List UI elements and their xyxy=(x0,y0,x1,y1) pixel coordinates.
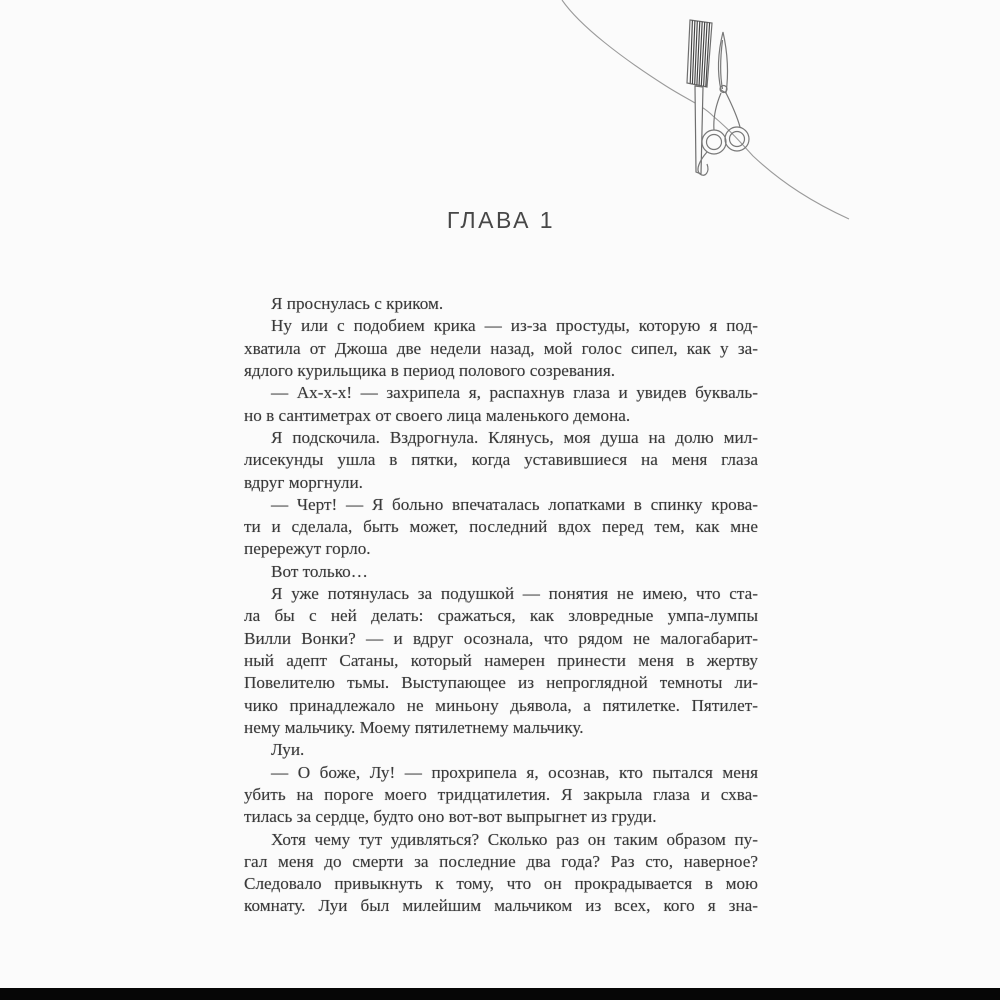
bottom-letterbox-bar xyxy=(0,988,1000,1000)
text-line: — О боже, Лу! — прохрипела я, осознав, кто пытался меня xyxy=(271,762,758,782)
text-line: Повелителю тьмы. Выступающее из непроглядной темноты ли- xyxy=(244,673,758,693)
text-line: ти и сделала, быть может, последний вдох перед тем, как мне xyxy=(244,517,758,537)
text-line: Я проснулась с криком. xyxy=(271,294,444,313)
text-line: ядлого курильщика в период полового созревания. xyxy=(244,360,616,380)
text-line: Луи. xyxy=(271,740,305,760)
text-line: чико принадлежало не миньону дьявола, а пятилетке. Пятилет- xyxy=(244,695,758,715)
text-line: — Ах-х-х! — захрипела я, распахнув глаза и увидев букваль- xyxy=(271,383,758,403)
text-line: тилась за сердце, будто оно вот-вот выпрыгнет из груди. xyxy=(244,807,657,827)
text-line: гал меня до смерти за последние два года? Раз сто, наверное? xyxy=(244,851,758,871)
text-line: комнату. Луи был милейшим мальчиком из всех, кого я зна- xyxy=(244,896,758,916)
text-line: вдруг моргнули. xyxy=(244,472,363,492)
body-text xyxy=(244,293,758,918)
text-line: — Черт! — Я больно впечаталась лопатками в спинку крова- xyxy=(271,494,758,514)
text-line: хватила от Джоша две недели назад, мой голос сипел, как у за- xyxy=(244,338,758,358)
text-line: перережут горло. xyxy=(244,539,371,559)
text-line: Следовало привыкнуть к тому, что он прокрадывается в мою xyxy=(244,874,758,894)
text-line: убить на пороге моего тридцатилетия. Я закрыла глаза и схва- xyxy=(244,784,758,804)
text-line: нему мальчику. Моему пятилетнему мальчику. xyxy=(244,717,584,737)
text-line: ный адепт Сатаны, который намерен принести меня в жертву xyxy=(244,651,758,670)
text-line: Ну или с подобием крика — из-за простуды, которую я под- xyxy=(271,316,758,336)
chapter-heading: ГЛАВА 1 xyxy=(446,207,556,233)
comb-and-scissors-illustration xyxy=(550,0,850,225)
text-line: ла бы с ней делать: сражаться, как зловредные умпа-лумпы xyxy=(244,606,758,626)
text-line: но в сантиметрах от своего лица маленького демона. xyxy=(244,405,631,425)
text-line: лисекунды ушла в пятки, когда уставившиеся на меня глаза xyxy=(244,450,758,470)
text-line: Хотя чему тут удивляться? Сколько раз он таким образом пу- xyxy=(271,829,758,849)
comb-icon xyxy=(687,20,712,174)
text-line: Вилли Вонки? — и вдруг осознала, что рядом не малогабарит- xyxy=(244,628,758,648)
text-line: Вот только… xyxy=(271,561,368,581)
text-line: Я уже потянулась за подушкой — понятия не имею, что ста- xyxy=(271,584,758,604)
text-line: Я подскочила. Вздрогнула. Клянусь, моя душа на долю мил- xyxy=(271,427,758,447)
